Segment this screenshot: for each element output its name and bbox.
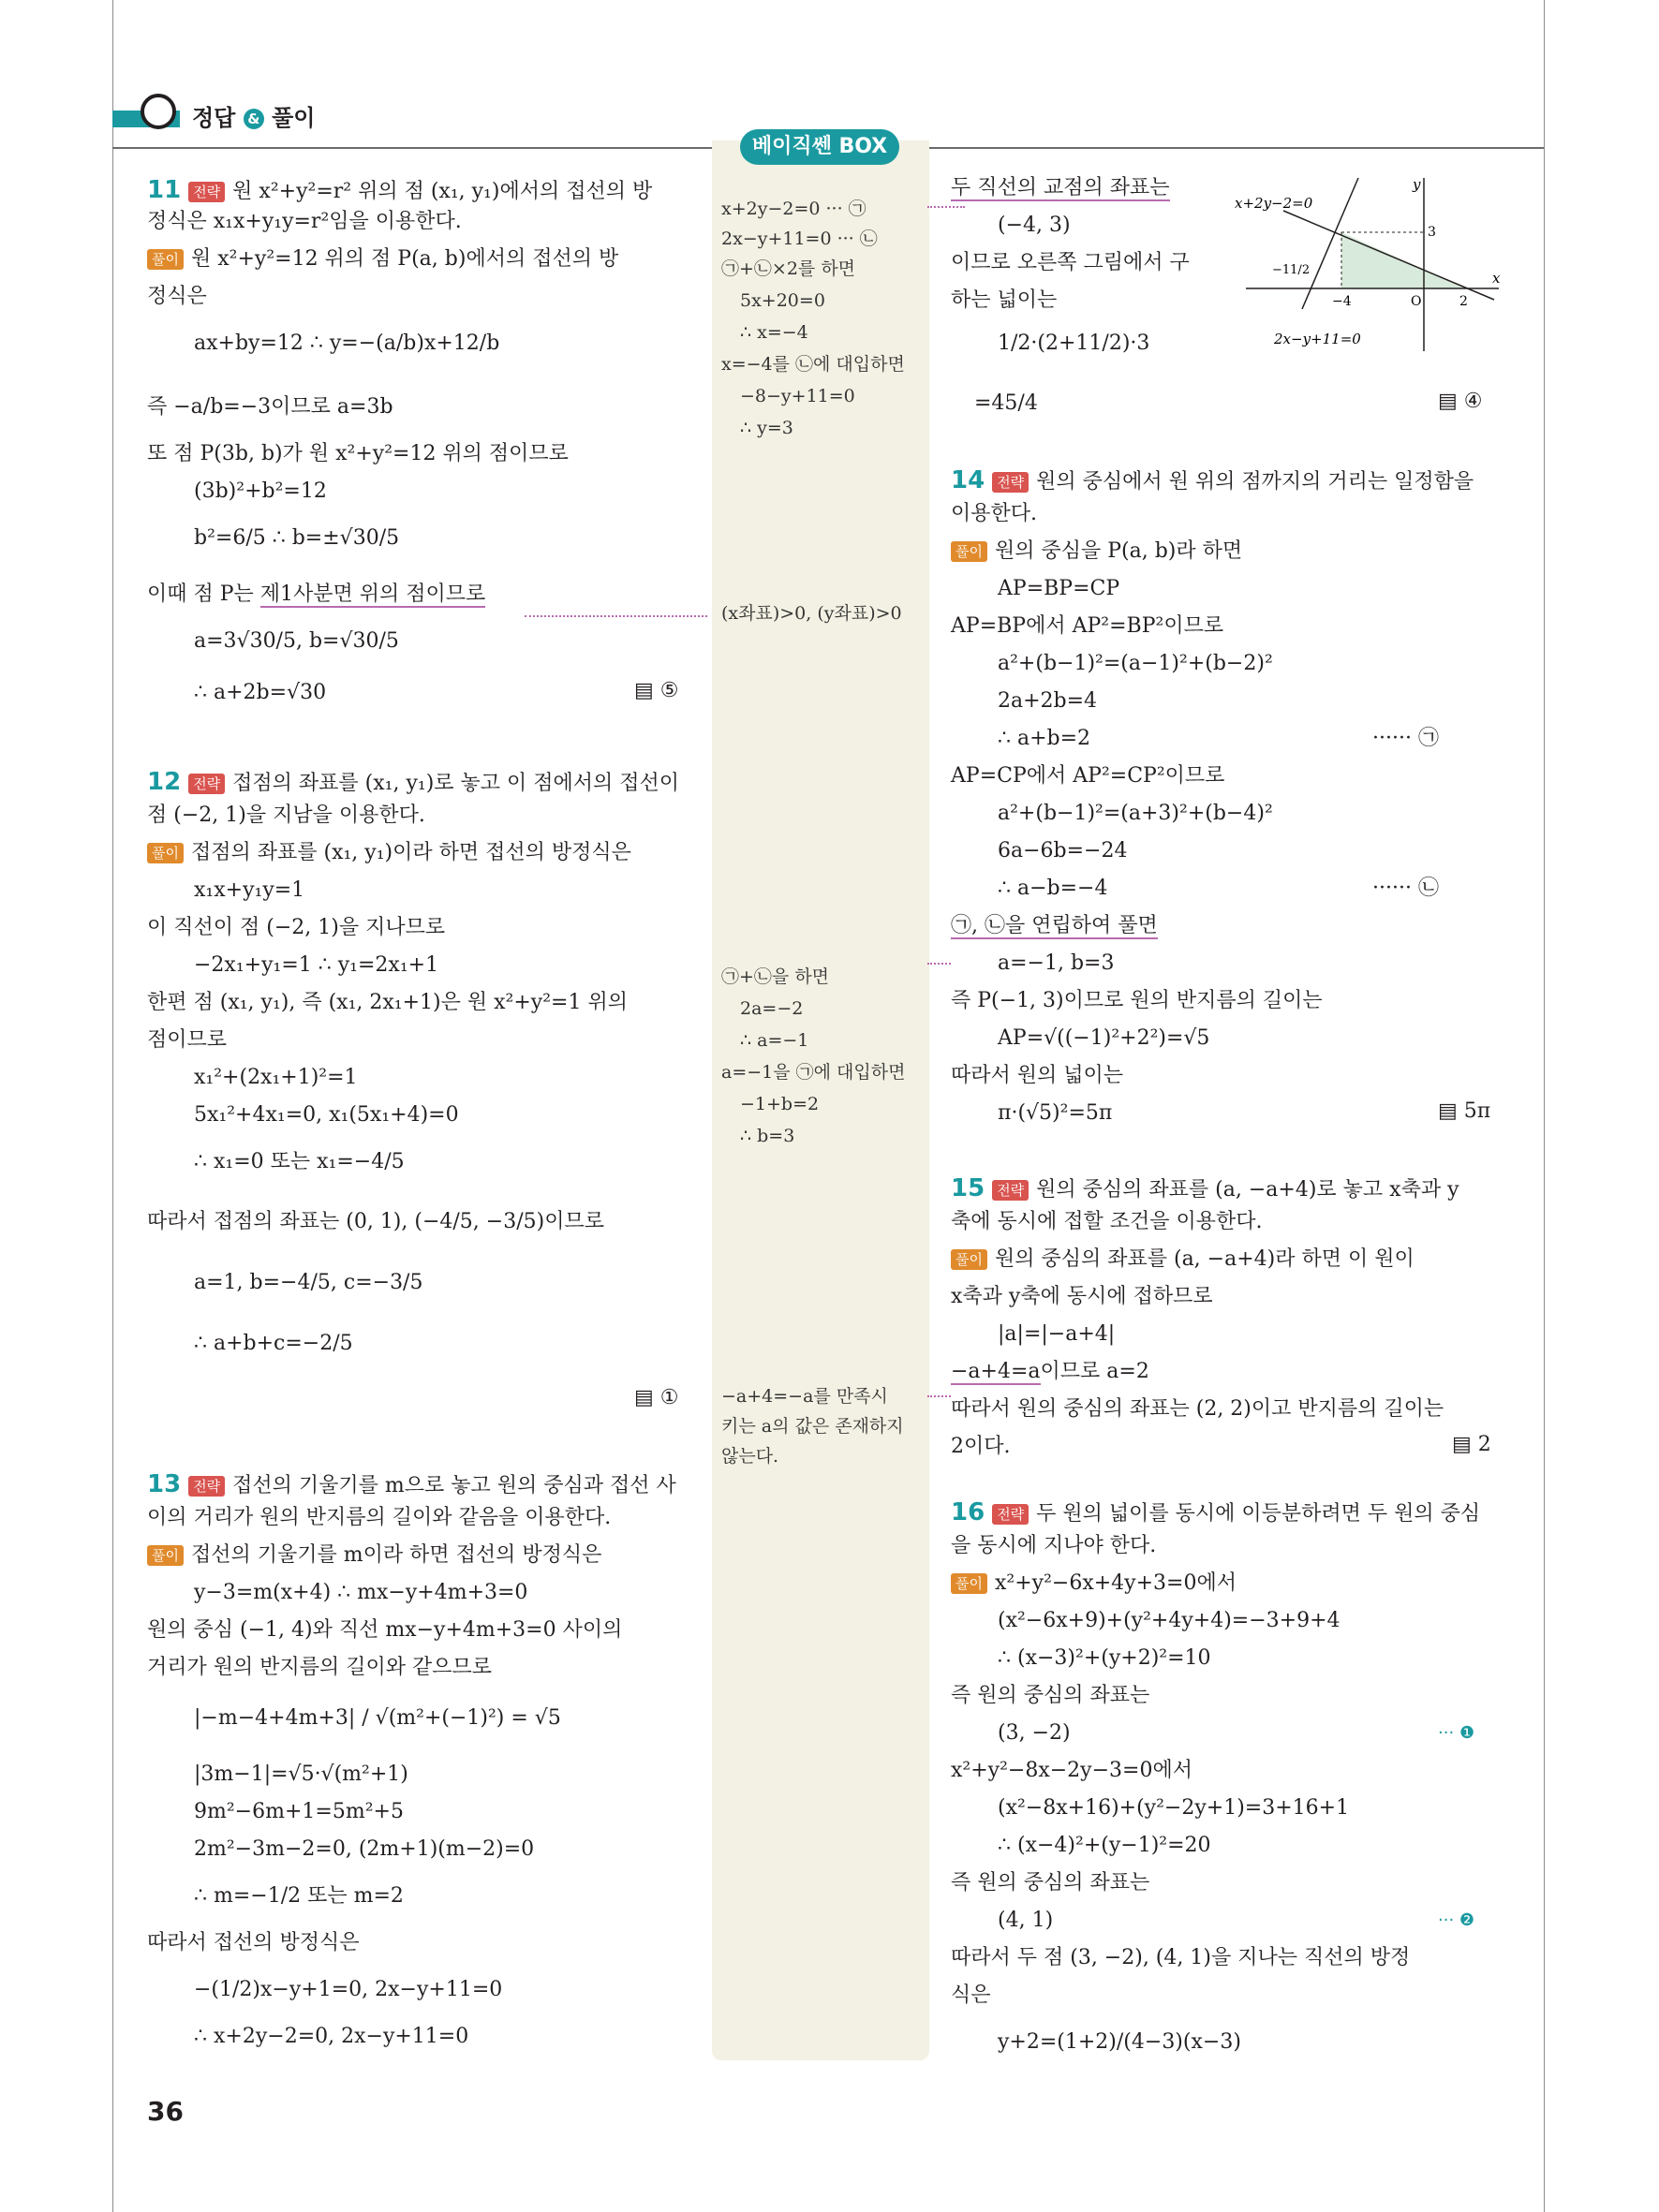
q14-eq-7: ∴ a−b=−4: [998, 877, 1108, 900]
q11-line-5: [147, 581, 485, 609]
q14-strategy-2: 이용한다.: [951, 502, 1038, 525]
q13-strategy-line-1: [147, 1470, 676, 1500]
q14-eq-2: a²+(b−1)²=(a−1)²+(b−2)²: [998, 652, 1273, 675]
box-d4: a=−1을 ㉠에 대입하면: [721, 1062, 906, 1083]
page-frame-left: [112, 0, 113, 2212]
q11-strategy-1: 원 x²+y²=r² 위의 점 (x₁, y₁)에서의 접선의 방: [232, 180, 653, 203]
q15-eq-1: |a|=|−a+4|: [998, 1322, 1116, 1346]
q15-answer: ▤ 2: [1452, 1433, 1491, 1456]
q12-eq-3: x₁²+(2x₁+1)²=1: [194, 1066, 358, 1089]
q12-line-3: 한편 점 (x₁, y₁), 즉 (x₁, 2x₁+1)은 원 x²+y²=1 위의: [147, 991, 628, 1014]
box-e3: 않는다.: [721, 1446, 779, 1467]
q15-number: 15: [951, 1174, 985, 1202]
q13-eq-4: 9m²−6m+1=5m²+5: [194, 1800, 404, 1823]
basic-box-badge: 베이직쎈 BOX: [740, 129, 899, 165]
q13-eq-1: y−3=m(x+4) ∴ mx−y+4m+3=0: [194, 1581, 528, 1604]
solution-badge: 풀이: [147, 843, 184, 863]
q11-answer-value: ⑤: [659, 679, 679, 702]
q16-strategy-line-1: [951, 1498, 1480, 1528]
q11-eq-3: b²=6/5 ∴ b=±√30/5: [194, 526, 400, 550]
solution-badge: 풀이: [951, 541, 987, 562]
q12-eq-2: −2x₁+y₁=1 ∴ y₁=2x₁+1: [194, 953, 439, 977]
q13-answer-value: ④: [1463, 390, 1483, 413]
q12-line-5: 따라서 접점의 좌표는 (0, 1), (−4/5, −3/5)이므로: [147, 1210, 604, 1233]
q12-eq-4: 5x₁²+4x₁=0, x₁(5x₁+4)=0: [194, 1103, 459, 1127]
q12-eq-6: a=1, b=−4/5, c=−3/5: [194, 1271, 423, 1294]
q11-sol-1: 원 x²+y²=12 위의 점 P(a, b)에서의 접선의 방: [190, 247, 619, 271]
box-d5: −1+b=2: [740, 1094, 820, 1114]
q11-answer: ▤ ⑤: [634, 679, 679, 702]
q16-solution-line-1: [951, 1570, 1237, 1598]
q14-eq-3: 2a+2b=4: [998, 689, 1098, 713]
q11-strategy-2: 정식은 x₁x+y₁y=r²임을 이용한다.: [147, 210, 462, 233]
q11-strategy-line-1: [147, 176, 652, 206]
header-title-a: 정답: [192, 105, 236, 131]
graph-tick-3: 3: [1428, 225, 1436, 240]
header-title-b: 풀이: [272, 105, 316, 131]
box-b7: −8−y+11=0: [740, 386, 855, 406]
q12-eq-5: ∴ x₁=0 또는 x₁=−4/5: [194, 1150, 405, 1173]
header-title: [192, 99, 315, 132]
q16-step-marker-1: ··· ❶: [1438, 1723, 1475, 1743]
page-frame-right: [1544, 0, 1545, 2212]
box-d1: ㉠+㉡을 하면: [721, 966, 830, 987]
strategy-badge: 전략: [992, 472, 1029, 493]
q14-eq-9: AP=√((−1)²+2²)=√5: [998, 1026, 1210, 1050]
leader-line-q11: [525, 615, 707, 617]
box-b3: ㉠+㉡×2를 하면: [721, 258, 856, 279]
clock-icon: [141, 94, 176, 129]
q16-line-3: x²+y²−8x−2y−3=0에서: [951, 1759, 1192, 1782]
q14-eq-5: a²+(b−1)²=(a+3)²+(b−4)²: [998, 802, 1273, 825]
q11-line-3: 즉 −a/b=−3이므로 a=3b: [147, 395, 393, 419]
q12-strategy-2: 점 (−2, 1)을 지남을 이용한다.: [147, 804, 425, 827]
q14-line-3: AP=CP에서 AP²=CP²이므로: [951, 764, 1225, 788]
q16-eq-3: (3, −2): [998, 1721, 1071, 1745]
q16-strategy-2: 을 동시에 지나야 한다.: [951, 1534, 1157, 1557]
q12-number: 12: [147, 768, 182, 796]
q13c-line-3: 하는 넓이는: [951, 288, 1058, 312]
box-b6: x=−4를 ㉡에 대입하면: [721, 354, 905, 375]
q12-answer: ▤ ①: [634, 1386, 679, 1409]
q15-line-3b: 이므로 a=2: [1040, 1360, 1149, 1383]
q11-eq-1: ax+by=12 ∴ y=−(a/b)x+12/b: [194, 332, 500, 355]
strategy-badge: 전략: [188, 1476, 225, 1497]
leader-line-q14: [927, 963, 951, 965]
graph-label-line-1: x+2y−2=0: [1235, 195, 1313, 212]
q13-line-4: 따라서 접선의 방정식은: [147, 1931, 360, 1954]
q14-strategy-1: 원의 중심에서 원 위의 점까지의 거리는 일정함을: [1036, 470, 1474, 494]
q15-strategy-1: 원의 중심의 좌표를 (a, −a+4)로 놓고 x축과 y: [1036, 1178, 1459, 1202]
q16-eq-7: y+2=(1+2)/(4−3)(x−3): [998, 2030, 1241, 2054]
graph-tick-minus-4: −4: [1332, 294, 1352, 309]
q14-line-4-text: ㉠, ㉡을 연립하여 풀면: [951, 914, 1158, 937]
q13-line-2: 원의 중심 (−1, 4)와 직선 mx−y+4m+3=0 사이의: [147, 1618, 623, 1642]
q16-sol-1: x²+y²−6x+4y+3=0에서: [994, 1571, 1237, 1595]
strategy-badge: 전략: [188, 182, 225, 202]
q13-strategy-1: 접선의 기울기를 m으로 놓고 원의 중심과 접선 사: [232, 1474, 676, 1497]
graph-tick-minus-11-2: −11/2: [1272, 263, 1311, 277]
q14-line-2: AP=BP에서 AP²=BP²이므로: [951, 614, 1224, 638]
q15-line-4: 따라서 원의 중심의 좌표는 (2, 2)이고 반지름의 길이는: [951, 1397, 1444, 1421]
q14-eq-6: 6a−6b=−24: [998, 839, 1128, 863]
q11-sol-2: 정식은: [147, 285, 207, 308]
q16-eq-1: (x²−6x+9)+(y²+4y+4)=−3+9+4: [998, 1609, 1341, 1632]
q15-line-2: x축과 y축에 동시에 접하므로: [951, 1285, 1213, 1308]
leader-line-q15: [927, 1395, 951, 1397]
q14-eq-4: ∴ a+b=2: [998, 727, 1091, 750]
q13-sol-1: 접선의 기울기를 m이라 하면 접선의 방정식은: [190, 1543, 602, 1567]
q15-sol-1: 원의 중심의 좌표를 (a, −a+4)라 하면 이 원이: [994, 1247, 1415, 1271]
q13-graph: [1227, 169, 1508, 356]
q15-line-5: 2이다.: [951, 1435, 1011, 1458]
q15-answer-value: 2: [1477, 1433, 1491, 1456]
q14-eq-8: a=−1, b=3: [998, 951, 1115, 975]
q13c-eq-1: (−4, 3): [998, 214, 1071, 237]
q11-line-5b: 제1사분면 위의 점이므로: [259, 582, 486, 606]
q13-eq-3: |3m−1|=√5·√(m²+1): [194, 1762, 408, 1786]
solution-badge: 풀이: [951, 1573, 987, 1594]
q16-step-marker-2: ··· ❷: [1438, 1910, 1475, 1930]
q12-answer-value: ①: [659, 1386, 679, 1409]
q12-line-2: 이 직선이 점 (−2, 1)을 지나므로: [147, 916, 446, 939]
box-e2: 키는 a의 값은 존재하지: [721, 1416, 904, 1437]
q15-strategy-2: 축에 동시에 접할 조건을 이용한다.: [951, 1210, 1263, 1233]
box-d2: 2a=−2: [740, 998, 804, 1019]
q13-strategy-2: 이의 거리가 원의 반지름의 길이와 같음을 이용한다.: [147, 1506, 612, 1529]
q16-eq-5: ∴ (x−4)²+(y−1)²=20: [998, 1834, 1211, 1857]
strategy-badge: 전략: [992, 1180, 1029, 1201]
q12-eq-7: ∴ a+b+c=−2/5: [194, 1332, 353, 1355]
q13-solution-line-1: [147, 1541, 601, 1570]
q16-eq-6: (4, 1): [998, 1909, 1054, 1932]
q13c-line-2: 이므로 오른쪽 그림에서 구: [951, 251, 1190, 274]
q14-answer-value: 5π: [1463, 1099, 1491, 1123]
q14-sol-1: 원의 중심을 P(a, b)라 하면: [994, 539, 1243, 563]
box-b1: x+2y−2=0 ··· ㉠: [721, 199, 867, 219]
box-b8: ∴ y=3: [740, 418, 793, 438]
q14-line-6: 따라서 원의 넓이는: [951, 1064, 1124, 1087]
solution-badge: 풀이: [951, 1249, 987, 1270]
strategy-badge: 전략: [188, 774, 225, 794]
q13-line-3: 거리가 원의 반지름의 길이와 같으므로: [147, 1656, 493, 1679]
q13c-eq-3: =45/4: [974, 391, 1038, 415]
q15-line-3: [951, 1358, 1149, 1386]
q11-line-4: 또 점 P(3b, b)가 원 x²+y²=12 위의 점이므로: [147, 442, 569, 465]
q15-solution-line-1: [951, 1246, 1415, 1274]
strategy-badge: 전략: [992, 1504, 1029, 1525]
page-number: 36: [147, 2096, 184, 2127]
q13c-eq-2: 1/2·(2+11/2)·3: [998, 332, 1150, 355]
q14-number: 14: [951, 466, 985, 494]
graph-y-label: y: [1413, 176, 1421, 193]
q16-strategy-1: 두 원의 넓이를 동시에 이등분하려면 두 원의 중심: [1036, 1502, 1481, 1526]
q11-eq-2: (3b)²+b²=12: [194, 479, 327, 503]
header-amp: &: [244, 109, 264, 129]
q16-line-4: 즉 원의 중심의 좌표는: [951, 1871, 1150, 1895]
graph-tick-origin: O: [1411, 294, 1422, 309]
q13c-line-1-text: 두 직선의 교점의 좌표는: [951, 176, 1170, 199]
q16-eq-2: ∴ (x−3)²+(y+2)²=10: [998, 1646, 1211, 1670]
q11-line-5a: 이때 점 P는: [147, 582, 260, 606]
graph-label-line-2: 2x−y+11=0: [1274, 331, 1361, 347]
solution-badge: 풀이: [147, 1545, 184, 1566]
solution-badge: 풀이: [147, 249, 184, 270]
q14-answer: ▤ 5π: [1438, 1099, 1491, 1123]
q16-line-5: 따라서 두 점 (3, −2), (4, 1)을 지나는 직선의 방정: [951, 1946, 1411, 1969]
q13-eq-6: ∴ m=−1/2 또는 m=2: [194, 1884, 404, 1908]
q12-sol-1: 접점의 좌표를 (x₁, y₁)이라 하면 접선의 방정식은: [190, 841, 631, 864]
q12-solution-line-1: [147, 839, 631, 867]
q14-solution-line-1: [951, 538, 1242, 566]
box-d3: ∴ a=−1: [740, 1030, 809, 1051]
q15-line-3a: −a+4=a: [951, 1360, 1041, 1383]
box-b2: 2x−y+11=0 ··· ㉡: [721, 229, 878, 249]
q14-line-4: [951, 912, 1158, 940]
q14-eq-10: π·(√5)²=5π: [998, 1101, 1113, 1125]
q12-strategy-1: 접점의 좌표를 (x₁, y₁)로 놓고 이 점에서의 접선이: [232, 772, 680, 795]
q13-eq-2: |−m−4+4m+3| / √(m²+(−1)²) = √5: [194, 1706, 561, 1730]
q12-eq-1: x₁x+y₁y=1: [194, 878, 305, 902]
box-e1: −a+4=−a를 만족시: [721, 1386, 888, 1407]
q13-eq-5: 2m²−3m−2=0, (2m+1)(m−2)=0: [194, 1837, 535, 1861]
q13c-line-1: [951, 174, 1170, 202]
q11-solution-line-1: [147, 245, 618, 273]
box-c1: (x좌표)>0, (y좌표)>0: [721, 603, 902, 624]
q11-eq-5: ∴ a+2b=√30: [194, 681, 327, 704]
q12-line-4: 점이므로: [147, 1028, 228, 1052]
q14-eq-1: AP=BP=CP: [998, 577, 1120, 600]
q13-answer: ▤ ④: [1438, 390, 1483, 413]
box-d6: ∴ b=3: [740, 1126, 795, 1146]
q16-eq-4: (x²−8x+16)+(y²−2y+1)=3+16+1: [998, 1796, 1350, 1820]
q13-number: 13: [147, 1470, 182, 1498]
leader-line-q13: [927, 206, 965, 208]
graph-tick-2: 2: [1459, 294, 1468, 309]
q14-mark-2: ······ ㉡: [1372, 877, 1439, 900]
q14-mark-1: ······ ㉠: [1372, 727, 1439, 750]
q16-line-6: 식은: [951, 1983, 991, 2007]
q12-strategy-line-1: [147, 768, 679, 798]
q16-number: 16: [951, 1498, 985, 1526]
graph-x-label: x: [1492, 270, 1501, 287]
q11-number: 11: [147, 176, 182, 204]
q13-eq-7: −(1/2)x−y+1=0, 2x−y+11=0: [194, 1978, 503, 2001]
q14-strategy-line-1: [951, 466, 1474, 496]
box-b4: 5x+20=0: [740, 290, 825, 311]
q15-strategy-line-1: [951, 1174, 1459, 1204]
q13-eq-8: ∴ x+2y−2=0, 2x−y+11=0: [194, 2025, 469, 2048]
q16-line-2: 즉 원의 중심의 좌표는: [951, 1684, 1150, 1707]
box-b5: ∴ x=−4: [740, 322, 808, 343]
q11-eq-4: a=3√30/5, b=√30/5: [194, 629, 399, 653]
q14-line-5: 즉 P(−1, 3)이므로 원의 반지름의 길이는: [951, 989, 1323, 1012]
